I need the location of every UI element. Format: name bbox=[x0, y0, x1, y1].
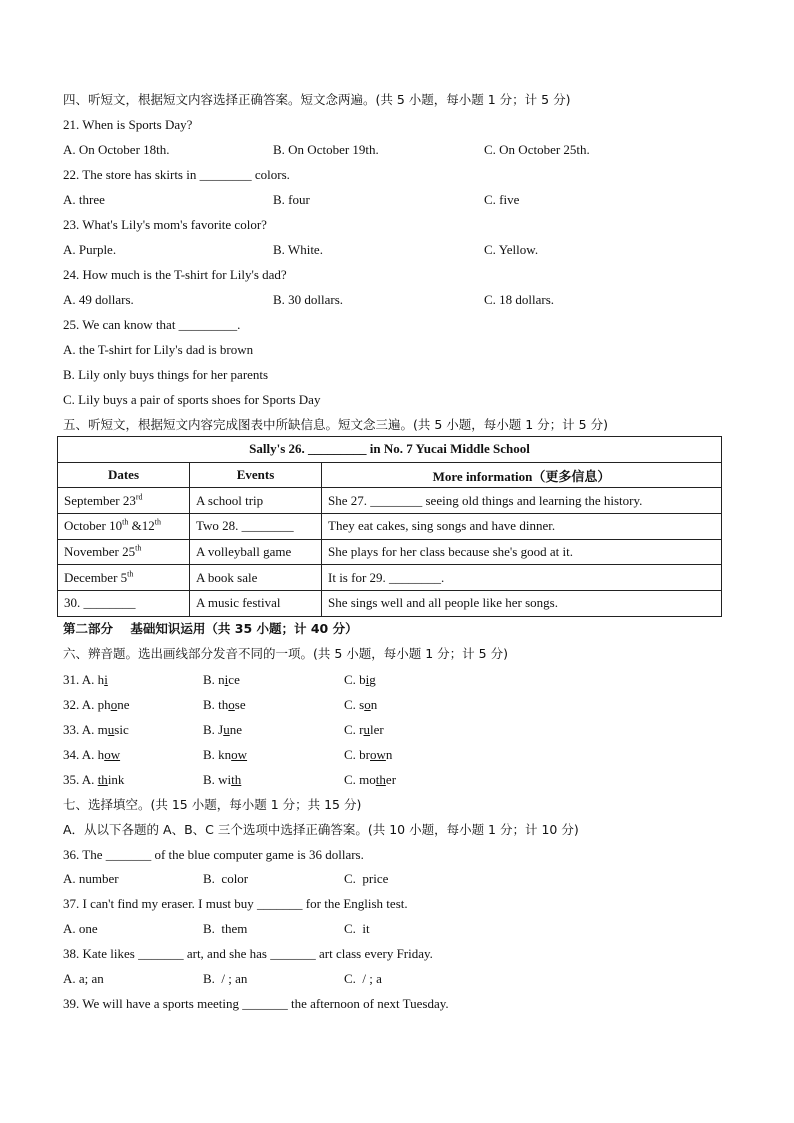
info-table bbox=[57, 436, 722, 617]
event-cell: A book sale bbox=[190, 565, 322, 591]
option-36-b: B. color bbox=[203, 871, 249, 886]
section-7-heading: 七、选择填空。(共 15 小题，每小题 1 分；共 15 分) bbox=[63, 797, 362, 812]
info-cell: It is for 29. ________. bbox=[322, 565, 722, 591]
question-22: 22. The store has skirts in ________ colors. bbox=[63, 167, 290, 182]
event-cell: A school trip bbox=[190, 488, 322, 514]
option-38-c: C. / ; a bbox=[344, 971, 382, 986]
option-a: 34. A. how bbox=[63, 747, 121, 762]
option-c: C. mother bbox=[344, 772, 397, 787]
option-22-a: A. three bbox=[63, 192, 105, 207]
option-23-c: C. Yellow. bbox=[484, 242, 539, 257]
section-6-heading: 六、辨音题。选出画线部分发音不同的一项。(共 5 小题，每小题 1 分；计 5 分) bbox=[63, 646, 508, 661]
option-38-b: B. / ; an bbox=[203, 971, 248, 986]
table-row bbox=[58, 514, 722, 540]
option-a: 35. A. think bbox=[63, 772, 125, 787]
option-b: B. those bbox=[203, 697, 246, 712]
option-c: C. ruler bbox=[344, 722, 384, 737]
option-a: 32. A. phone bbox=[63, 697, 130, 712]
option-21-b: B. On October 19th. bbox=[273, 142, 379, 157]
event-cell: A volleyball game bbox=[190, 539, 322, 565]
option-36-a: A. number bbox=[63, 871, 119, 886]
option-37-c: C. it bbox=[344, 921, 370, 936]
question-39: 39. We will have a sports meeting _______ the afternoon of next Tuesday. bbox=[63, 996, 449, 1011]
table-row bbox=[58, 591, 722, 617]
option-22-c: C. five bbox=[484, 192, 520, 207]
question-37: 37. I can't find my eraser. I must buy _______ for the English test. bbox=[63, 896, 408, 911]
info-cell: She 27. ________ seeing old things and learning the history. bbox=[322, 488, 722, 514]
option-b: B. nice bbox=[203, 672, 240, 687]
section-7-sub-a: A．从以下各题的 A、B、C 三个选项中选择正确答案。(共 10 小题，每小题 1 分；计 10 分) bbox=[63, 822, 579, 837]
date-cell: October 10th &12th bbox=[58, 514, 190, 540]
option-37-b: B. them bbox=[203, 921, 248, 936]
option-21-c: C. On October 25th. bbox=[484, 142, 590, 157]
option-22-b: B. four bbox=[273, 192, 310, 207]
option-b: B. with bbox=[203, 772, 242, 787]
info-cell: She plays for her class because she's good at it. bbox=[322, 539, 722, 565]
option-c: C. brown bbox=[344, 747, 393, 762]
section-5-heading: 五、听短文，根据短文内容完成图表中所缺信息。短文念三遍。(共 5 小题，每小题 1 分；计 5 分) bbox=[63, 417, 608, 432]
option-36-c: C. price bbox=[344, 871, 389, 886]
event-cell: Two 28. ________ bbox=[190, 514, 322, 540]
option-21-a: A. On October 18th. bbox=[63, 142, 170, 157]
option-a: 31. A. hi bbox=[63, 672, 108, 687]
event-cell: A music festival bbox=[190, 591, 322, 617]
option-25-b: B. Lily only buys things for her parents bbox=[63, 367, 269, 382]
table-title: Sally's 26. _________ in No. 7 Yucai Middle School bbox=[58, 437, 722, 463]
question-38: 38. Kate likes _______ art, and she has _______ art class every Friday. bbox=[63, 946, 433, 961]
option-25-c: C. Lily buys a pair of sports shoes for Sports Day bbox=[63, 392, 321, 407]
table-row bbox=[58, 488, 722, 514]
option-23-b: B. White. bbox=[273, 242, 323, 257]
option-a: 33. A. music bbox=[63, 722, 129, 737]
option-37-a: A. one bbox=[63, 921, 98, 936]
option-25-a: A. the T-shirt for Lily's dad is brown bbox=[63, 342, 254, 357]
date-cell: November 25th bbox=[58, 539, 190, 565]
table-row bbox=[58, 565, 722, 591]
info-cell: She sings well and all people like her songs. bbox=[322, 591, 722, 617]
header-dates: Dates bbox=[58, 462, 190, 488]
header-events: Events bbox=[190, 462, 322, 488]
date-cell: 30. ________ bbox=[58, 591, 190, 617]
option-24-b: B. 30 dollars. bbox=[273, 292, 344, 307]
option-c: C. big bbox=[344, 672, 376, 687]
question-23: 23. What's Lily's mom's favorite color? bbox=[63, 217, 267, 232]
date-cell: December 5th bbox=[58, 565, 190, 591]
question-24: 24. How much is the T-shirt for Lily's dad? bbox=[63, 267, 287, 282]
header-more-info: More information（更多信息） bbox=[322, 462, 722, 488]
option-c: C. son bbox=[344, 697, 378, 712]
option-b: B. June bbox=[203, 722, 243, 737]
option-24-a: A. 49 dollars. bbox=[63, 292, 134, 307]
section-4-heading: 四、听短文，根据短文内容选择正确答案。短文念两遍。(共 5 小题，每小题 1 分；计 5 分) bbox=[63, 92, 571, 107]
table-row bbox=[58, 539, 722, 565]
option-b: B. know bbox=[203, 747, 248, 762]
option-38-a: A. a; an bbox=[63, 971, 104, 986]
part-2-heading: 第二部分 基础知识运用（共 35 小题；计 40 分） bbox=[63, 621, 358, 636]
question-25: 25. We can know that _________. bbox=[63, 317, 241, 332]
question-21: 21. When is Sports Day? bbox=[63, 117, 193, 132]
option-23-a: A. Purple. bbox=[63, 242, 117, 257]
date-cell: September 23rd bbox=[58, 488, 190, 514]
option-24-c: C. 18 dollars. bbox=[484, 292, 555, 307]
info-cell: They eat cakes, sing songs and have dinner. bbox=[322, 514, 722, 540]
question-36: 36. The _______ of the blue computer game is 36 dollars. bbox=[63, 847, 364, 862]
